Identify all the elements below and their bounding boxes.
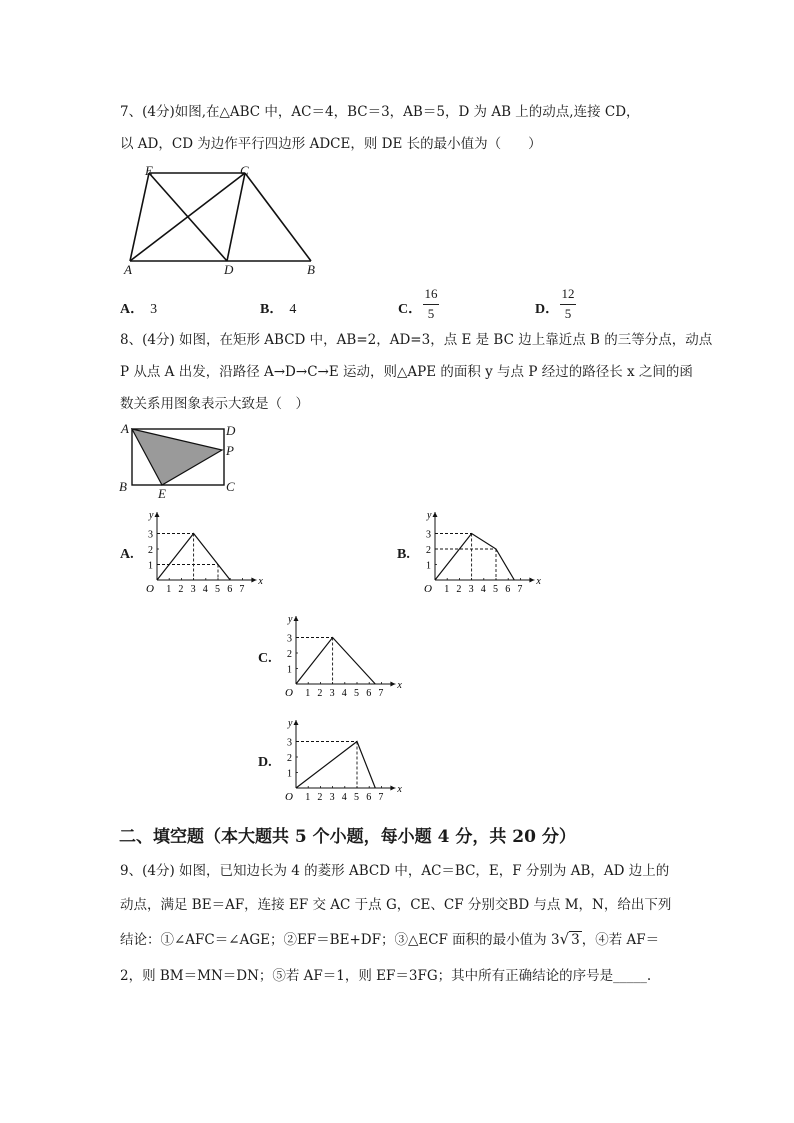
q7-option-c[interactable] xyxy=(398,298,422,318)
origin-label: O xyxy=(285,687,293,699)
x-tick-label: 5 xyxy=(354,792,359,803)
x-axis-arrow-icon xyxy=(251,578,256,583)
y-axis-label: y xyxy=(427,510,432,521)
x-axis-label: x xyxy=(258,576,263,587)
q8-graph-b xyxy=(423,508,543,598)
q7-option-d-numerator: 12 xyxy=(561,286,575,301)
function-line xyxy=(435,534,514,581)
x-tick-label: 5 xyxy=(215,584,220,595)
q7-line2: 以 AD，CD 为边作平行四边形 ADCE，则 DE 长的最小值为（ ） xyxy=(120,136,542,152)
q8-option-d[interactable] xyxy=(258,755,272,771)
q7-label-A: A xyxy=(124,262,132,277)
q8-option-c[interactable] xyxy=(258,651,272,667)
x-axis-label: x xyxy=(397,784,402,795)
q8-label-C: C xyxy=(226,479,235,494)
x-tick-label: 2 xyxy=(178,584,184,595)
q8-graph-d xyxy=(284,716,404,806)
q7-option-b-letter: B． xyxy=(260,302,284,317)
q8-label-P: P xyxy=(226,443,234,458)
x-tick-label: 4 xyxy=(202,584,208,595)
q8-line3: 数关系用图象表示大致是（ ） xyxy=(120,396,309,412)
q9-line3 xyxy=(120,931,659,948)
x-tick-label: 7 xyxy=(517,584,523,595)
x-tick-label: 7 xyxy=(239,584,245,595)
q7-option-c-denominator: 5 xyxy=(427,306,435,321)
x-tick-label: 6 xyxy=(366,792,372,803)
q7-option-d-letter: D． xyxy=(535,302,560,317)
q9-line3-start: 结论：①∠AFC＝∠AGE；②EF＝BE+DF；③△ECF 面积的最小值为 3 xyxy=(120,932,560,948)
y-tick-label: 3 xyxy=(287,737,292,749)
q7-option-d[interactable] xyxy=(535,298,559,318)
x-tick-label: 6 xyxy=(366,688,372,699)
q8-rectangle-figure xyxy=(130,427,230,487)
x-tick-label: 4 xyxy=(341,688,347,699)
function-line xyxy=(296,742,375,789)
x-tick-label: 2 xyxy=(317,688,323,699)
sqrt-symbol-icon: √ xyxy=(559,930,570,948)
x-tick-label: 3 xyxy=(190,584,196,595)
section2-title: 二、填空题（本大题共 5 个小题，每小题 4 分，共 20 分） xyxy=(119,827,576,847)
q7-option-c-fraction-bar xyxy=(423,304,439,305)
x-tick-label: 1 xyxy=(305,792,311,803)
y-axis-label: y xyxy=(288,718,293,729)
q7-option-b[interactable] xyxy=(260,298,296,318)
y-tick-label: 1 xyxy=(287,768,292,780)
y-tick-label: 2 xyxy=(148,545,153,556)
origin-label: O xyxy=(424,583,432,595)
y-axis-arrow-icon xyxy=(294,616,299,621)
y-tick-label: 1 xyxy=(148,560,153,572)
x-tick-label: 1 xyxy=(444,584,450,595)
q8-graph-a xyxy=(145,508,265,598)
x-tick-label: 5 xyxy=(493,584,498,595)
x-tick-label: 5 xyxy=(354,688,359,699)
q7-option-a-value: 3 xyxy=(150,302,158,317)
x-tick-label: 7 xyxy=(378,688,384,699)
x-tick-label: 2 xyxy=(317,792,323,803)
q8-label-D: D xyxy=(226,423,236,438)
x-axis-label: x xyxy=(536,576,541,587)
q7-label-D: D xyxy=(224,262,234,277)
y-tick-label: 1 xyxy=(287,664,292,676)
q9-line3-end: ，④若 AF＝ xyxy=(581,932,660,948)
y-tick-label: 2 xyxy=(287,649,292,660)
y-tick-label: 3 xyxy=(148,529,153,541)
q8-option-b-letter: B. xyxy=(397,547,410,562)
q7-option-c-numerator: 16 xyxy=(424,286,438,301)
q7-option-c-letter: C． xyxy=(398,302,423,317)
y-axis-arrow-icon xyxy=(155,512,160,517)
q9-line2: 动点，满足 BE＝AF，连接 EF 交 AC 于点 G，CE、CF 分别交BD 与点 M，N，给出下列 xyxy=(120,897,672,913)
x-tick-label: 6 xyxy=(227,584,233,595)
q7-option-a[interactable] xyxy=(120,298,157,318)
q7-label-C: C xyxy=(240,163,249,178)
q9-sqrt-radicand: 3 xyxy=(571,932,580,948)
q8-label-A: A xyxy=(121,421,129,436)
y-tick-label: 3 xyxy=(426,529,431,541)
q8-option-c-letter: C. xyxy=(258,651,272,666)
x-tick-label: 3 xyxy=(468,584,474,595)
function-line xyxy=(296,638,375,685)
q8-label-E: E xyxy=(158,486,166,501)
q8-line2: P 从点 A 出发，沿路径 A→D→C→E 运动，则△APE 的面积 y 与点 P 经过的路径长 x 之间的函 xyxy=(120,364,693,380)
q9-line1: 9、(4分) 如图，已知边长为 4 的菱形 ABCD 中，AC＝BC，E，F 分别为 AB，AD 边上的 xyxy=(120,863,670,879)
q7-option-b-value: 4 xyxy=(289,302,297,317)
q8-option-b[interactable] xyxy=(397,547,410,563)
x-tick-label: 3 xyxy=(329,688,335,699)
x-tick-label: 1 xyxy=(166,584,172,595)
origin-label: O xyxy=(146,583,154,595)
y-tick-label: 2 xyxy=(287,753,292,764)
q8-option-a-letter: A. xyxy=(120,547,134,562)
y-tick-label: 3 xyxy=(287,633,292,645)
q8-option-d-letter: D. xyxy=(258,755,272,770)
q7-option-d-fraction-bar xyxy=(560,304,576,305)
x-axis-arrow-icon xyxy=(390,682,395,687)
y-axis-label: y xyxy=(149,510,154,521)
x-tick-label: 6 xyxy=(505,584,511,595)
y-tick-label: 2 xyxy=(426,545,431,556)
q8-line1: 8、(4分) 如图，在矩形 ABCD 中，AB=2，AD=3，点 E 是 BC 边上靠近点 B 的三等分点，动点 xyxy=(120,332,713,348)
q7-parallelogram-figure xyxy=(125,163,325,273)
x-tick-label: 7 xyxy=(378,792,384,803)
y-tick-label: 1 xyxy=(426,560,431,572)
q8-option-a[interactable] xyxy=(120,547,134,563)
q7-option-d-denominator: 5 xyxy=(564,306,572,321)
x-tick-label: 2 xyxy=(456,584,462,595)
q7-line1: 7、(4分)如图,在△ABC 中，AC＝4，BC＝3，AB＝5，D 为 AB 上的动点,连接 CD， xyxy=(120,104,640,120)
q7-label-B: B xyxy=(307,262,315,277)
y-axis-arrow-icon xyxy=(433,512,438,517)
x-axis-arrow-icon xyxy=(390,786,395,791)
q7-option-a-letter: A． xyxy=(120,302,145,317)
x-tick-label: 4 xyxy=(480,584,486,595)
x-axis-label: x xyxy=(397,680,402,691)
x-tick-label: 1 xyxy=(305,688,311,699)
y-axis-label: y xyxy=(288,614,293,625)
q8-graph-c xyxy=(284,612,404,702)
x-tick-label: 4 xyxy=(341,792,347,803)
y-axis-arrow-icon xyxy=(294,720,299,725)
q9-line4: 2，则 BM＝MN＝DN；⑤若 AF＝1，则 EF＝3FG；其中所有正确结论的序号是_____. xyxy=(120,968,652,984)
origin-label: O xyxy=(285,791,293,803)
q7-label-E: E xyxy=(145,163,153,178)
x-axis-arrow-icon xyxy=(529,578,534,583)
x-tick-label: 3 xyxy=(329,792,335,803)
q8-label-B: B xyxy=(119,479,127,494)
